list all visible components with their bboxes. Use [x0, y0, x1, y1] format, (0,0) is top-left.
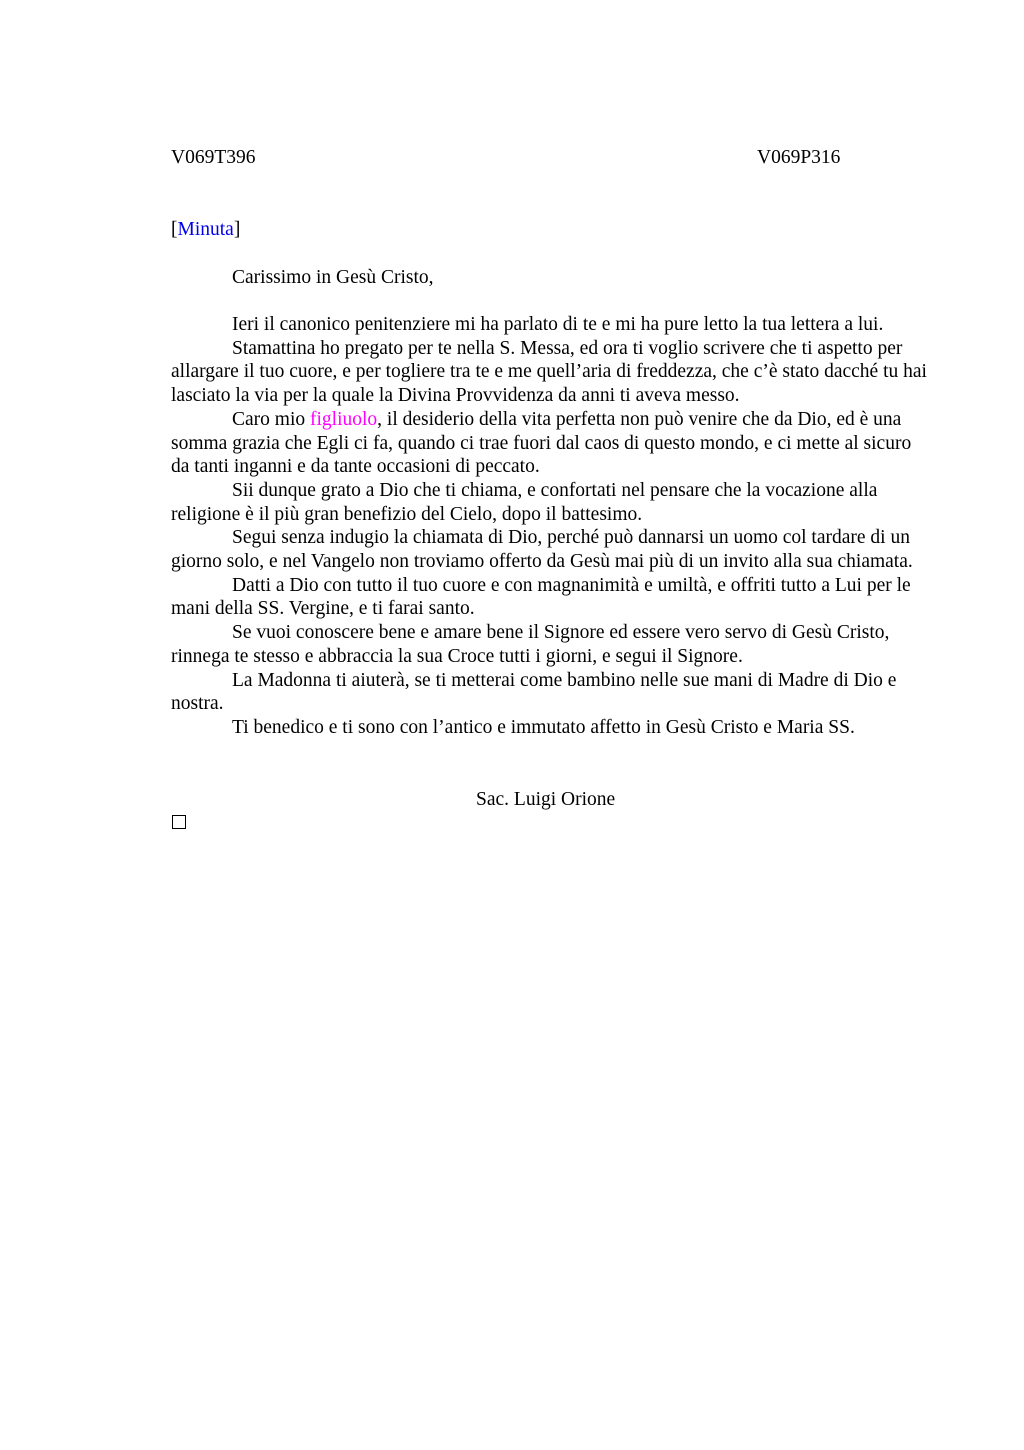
paragraph-4: Sii dunque grato a Dio che ti chiama, e confortati nel pensare che la vocazione alla religione è il più gran benefizio del Cielo, dopo il battesimo.: [171, 479, 878, 525]
letter-body: [171, 313, 931, 740]
left-reference-code: V069T396: [171, 147, 256, 168]
paragraph-3-rest: , il desiderio della vita perfetta non può venire che da Dio, ed è una somma grazia che Egli ci fa, quando ci trae fuori dal caos di questo mondo, e ci mette al sicuro da tanti inganni e da tante occasioni di peccato.: [171, 408, 912, 478]
paragraph-9: Ti benedico e ti sono con l’antico e immutato affetto in Gesù Cristo e Maria SS.: [232, 716, 855, 738]
minuta-tag: [171, 218, 240, 242]
signature: Sac. Luigi Orione: [476, 789, 616, 810]
paragraph-5: Segui senza indugio la chiamata di Dio, perché può dannarsi un uomo col tardare di un giorno solo, e nel Vangelo non troviamo offerto da Gesù mai più di un invito alla sua chiamata.: [171, 527, 913, 573]
paragraph-3: [171, 408, 931, 479]
tag-word: Minuta: [177, 219, 234, 240]
paragraph-7: Se vuoi conoscere bene e amare bene il Signore ed essere vero servo di Gesù Cristo, rinnega te stesso e abbraccia la sua Croce tutti i giorni, e segui il Signore.: [171, 622, 890, 667]
paragraph-2: Stamattina ho pregato per te nella S. Messa, ed ora ti voglio scrivere che ti aspetto per allargare il tuo cuore, e per togliere tra te e me quell’aria di freddezza, che c’è stato dacché tu hai lasciato la via per la quale la Divina Provvidenza da anni ti aveva messo.: [171, 337, 927, 407]
tag-open-bracket: [: [171, 219, 178, 240]
highlighted-word: figliuolo: [310, 408, 378, 430]
letter-greeting: Carissimo in Gesù Cristo,: [232, 267, 434, 288]
empty-square-icon: [172, 815, 186, 829]
paragraph-6: Datti a Dio con tutto il tuo cuore e con magnanimità e umiltà, e offriti tutto a Lui per le mani della SS. Vergine, e ti farai santo.: [171, 574, 911, 620]
paragraph-1: Ieri il canonico penitenziere mi ha parlato di te e mi ha pure letto la tua lettera a lui.: [232, 314, 884, 335]
paragraph-8: La Madonna ti aiuterà, se ti metterai come bambino nelle sue mani di Madre di Dio e nostra.: [171, 669, 897, 715]
right-reference-code: V069P316: [757, 147, 841, 168]
paragraph-3-start: Caro mio: [232, 408, 310, 430]
tag-close-bracket: ]: [233, 219, 241, 240]
